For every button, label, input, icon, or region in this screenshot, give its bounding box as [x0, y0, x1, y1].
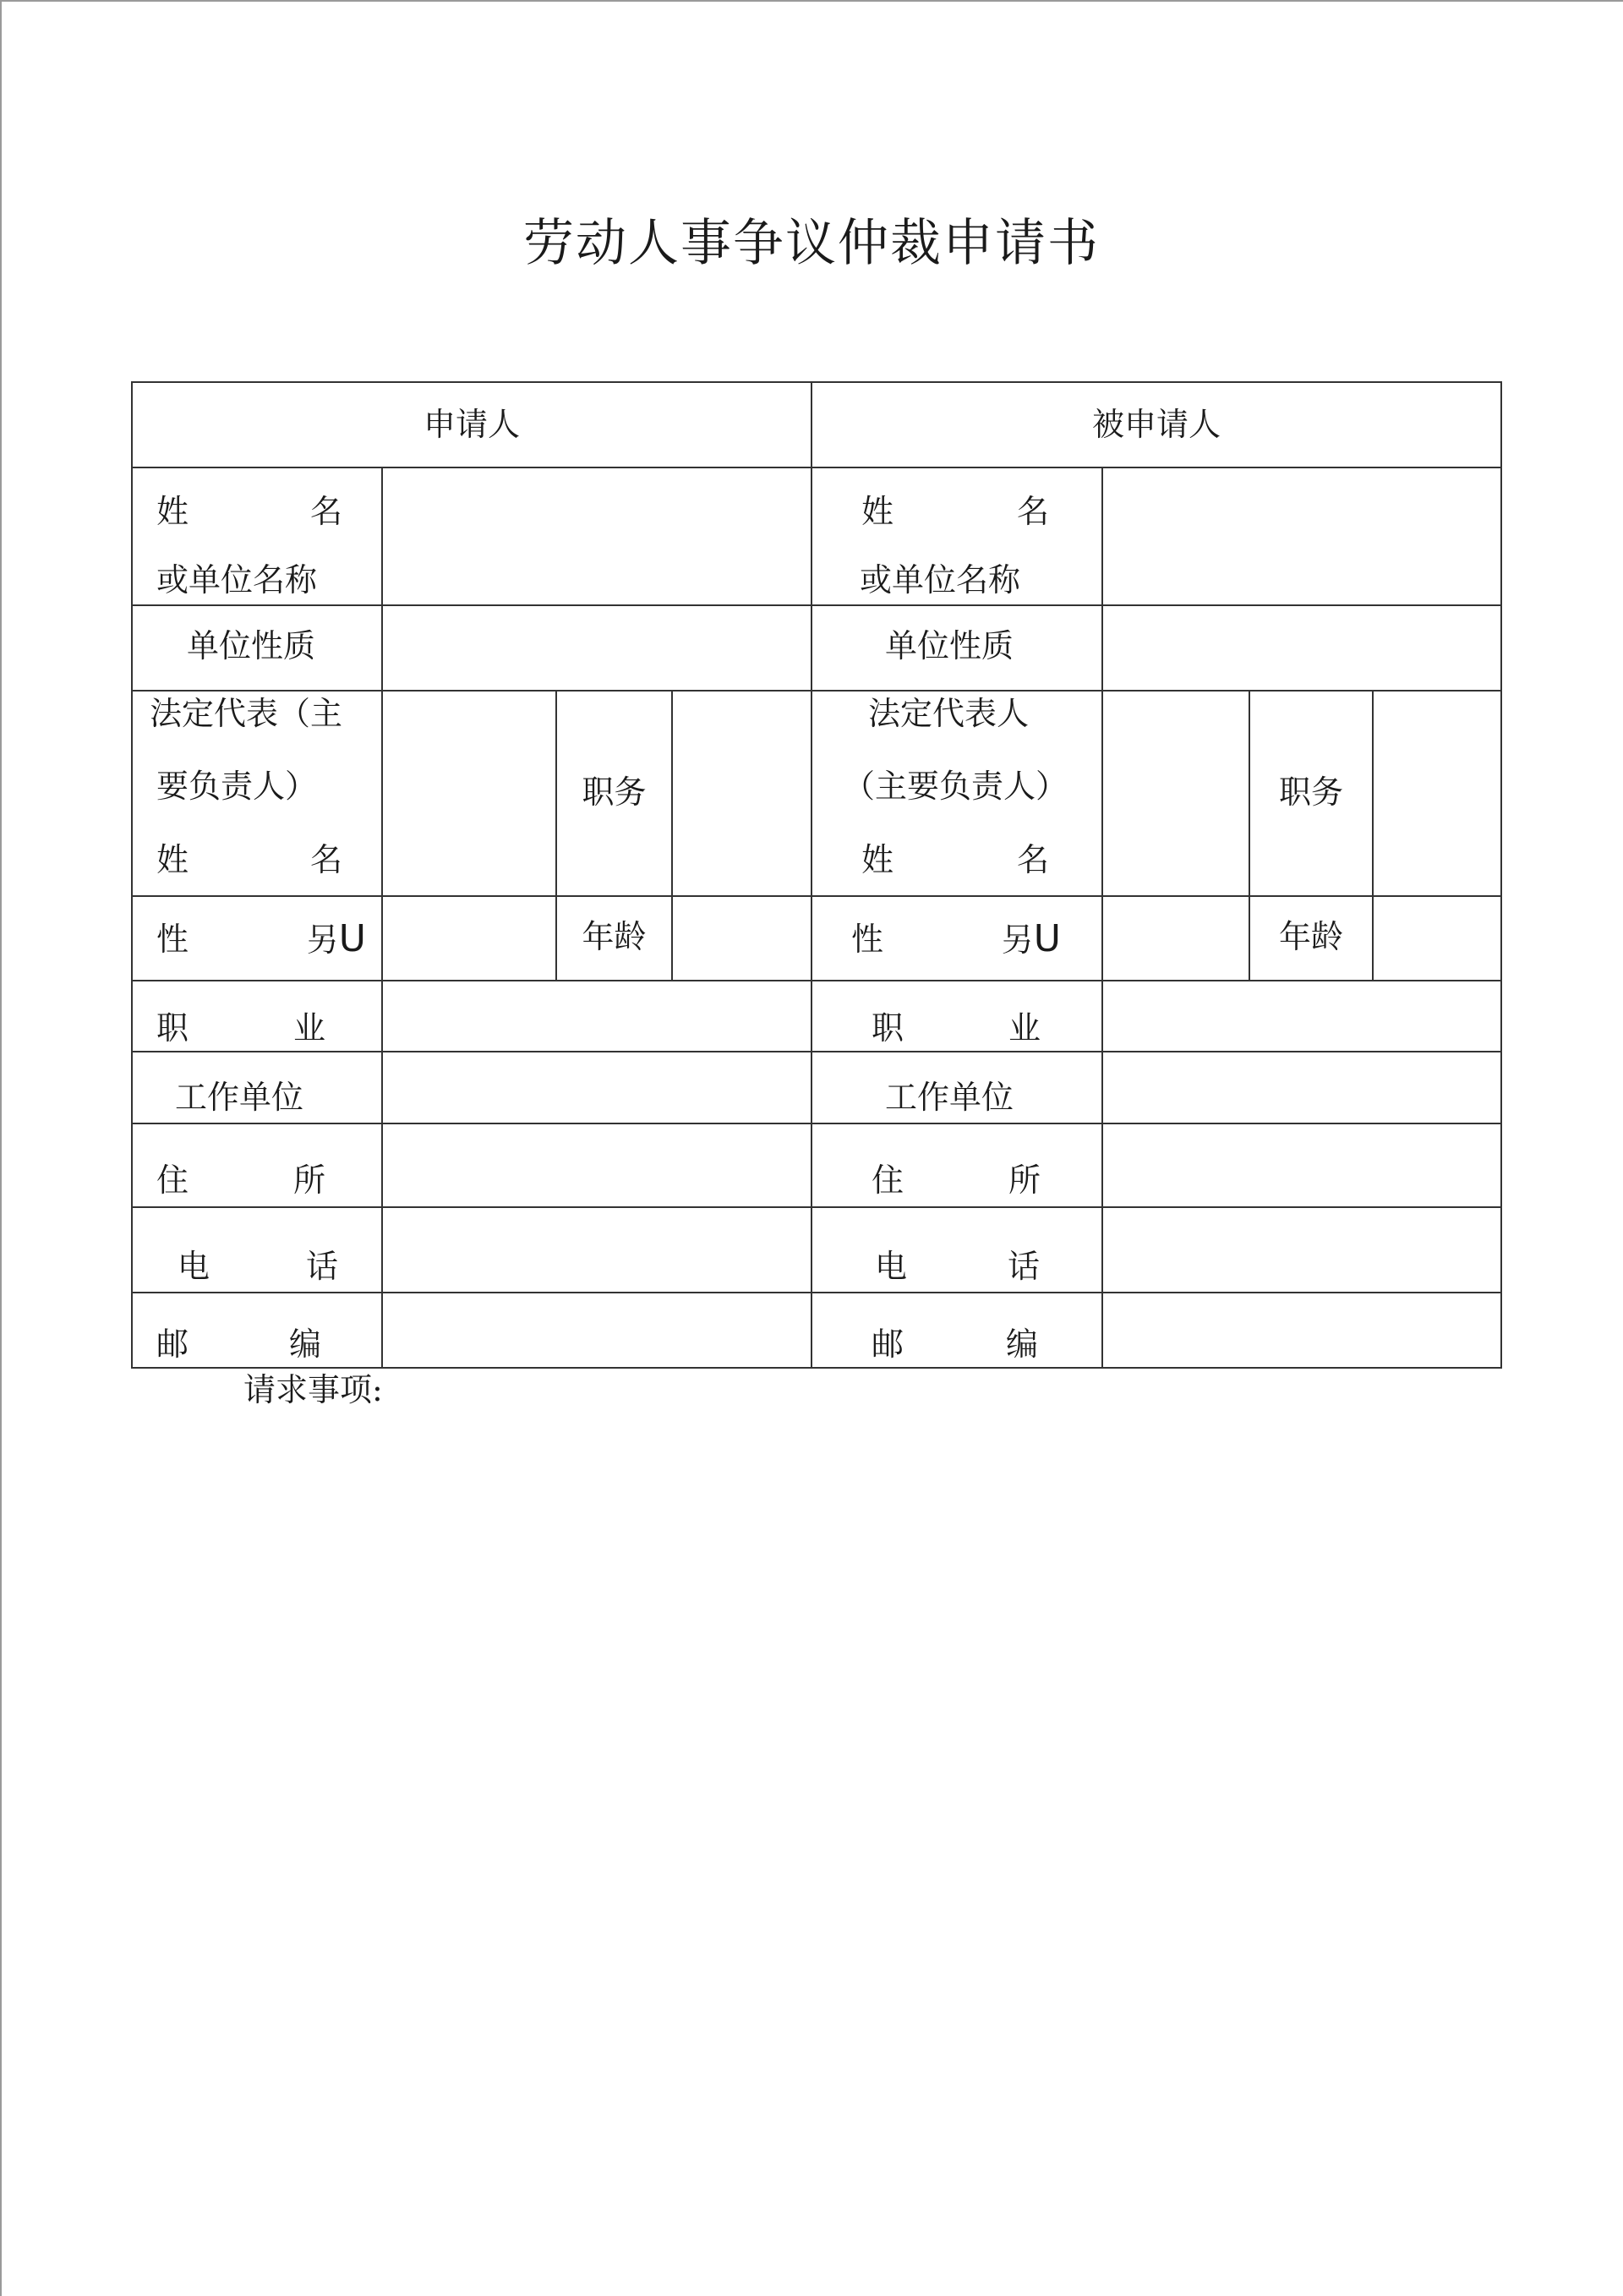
document-title: 劳动人事争议仲裁申请书	[523, 214, 1100, 273]
applicant-rep-label-line1: 法定代表（主	[150, 695, 343, 732]
table-line	[131, 1292, 1502, 1293]
table-line	[131, 1206, 1502, 1208]
label-char: 名	[1016, 841, 1049, 878]
respondent-rep-label-line1: 法定代表人	[868, 695, 1030, 732]
label-char: 性	[851, 921, 884, 958]
label-char: 姓	[156, 493, 189, 530]
label-char: 编	[1005, 1326, 1038, 1363]
label-char	[306, 917, 366, 960]
label-char: 性	[156, 921, 189, 958]
label-char: 姓	[861, 841, 894, 878]
label-char	[1001, 917, 1061, 960]
applicant-address-label	[156, 1162, 325, 1199]
respondent-position-label: 职务	[1278, 774, 1343, 811]
applicant-unit-name-label: 或单位名称	[156, 561, 318, 599]
label-char: 姓	[156, 841, 189, 878]
table-line	[131, 980, 1502, 981]
applicant-occupation-label	[156, 1009, 325, 1047]
label-char: 名	[1016, 493, 1049, 530]
table-line	[131, 690, 1502, 692]
respondent-workplace-label: 工作单位	[885, 1079, 1014, 1116]
applicant-header: 申请人	[423, 406, 520, 443]
label-char: 电	[178, 1248, 210, 1285]
table-line	[131, 1051, 1502, 1052]
label-char: 邮	[156, 1326, 189, 1363]
table-line	[1372, 690, 1374, 981]
respondent-age-label: 年龄	[1278, 918, 1343, 955]
label-char: 所	[1008, 1162, 1041, 1199]
applicant-phone-label	[178, 1248, 338, 1285]
table-line	[671, 690, 673, 981]
table-line	[131, 467, 1502, 468]
label-char: 业	[292, 1009, 325, 1047]
label-char: 话	[305, 1248, 338, 1285]
respondent-gender-label	[851, 917, 1061, 960]
respondent-unit-nature-label: 单位性质	[885, 627, 1014, 664]
table-line	[131, 604, 1502, 606]
label-char: 电	[875, 1248, 908, 1285]
label-char: 邮	[872, 1326, 904, 1363]
respondent-address-label	[872, 1162, 1041, 1199]
applicant-postcode-label	[156, 1326, 321, 1363]
applicant-age-label: 年龄	[582, 918, 647, 955]
applicant-rep-label-line2: 要负责人）	[156, 768, 318, 805]
respondent-rep-label-line2: （主要负责人）	[843, 768, 1068, 805]
table-line	[1101, 467, 1103, 1369]
label-char: 名	[309, 841, 342, 878]
table-line	[811, 381, 812, 1369]
label-char: 业	[1008, 1009, 1041, 1047]
applicant-workplace-label: 工作单位	[175, 1079, 304, 1116]
respondent-phone-label	[875, 1248, 1040, 1285]
respondent-rep-name-label	[861, 841, 1049, 878]
applicant-gender-label	[156, 917, 366, 960]
label-char: 住	[156, 1162, 189, 1199]
table-line	[131, 1123, 1502, 1124]
label-char: 名	[309, 493, 342, 530]
applicant-name-label	[156, 493, 342, 530]
label-char: 另	[1001, 921, 1034, 959]
table-line	[131, 381, 1502, 383]
request-items-label: 请求事项:	[243, 1371, 383, 1408]
respondent-postcode-label	[872, 1326, 1038, 1363]
label-char: 话	[1007, 1248, 1040, 1285]
label-char: 另	[306, 921, 339, 959]
label-char: 职	[872, 1009, 904, 1047]
applicant-unit-nature-label: 单位性质	[187, 627, 316, 664]
table-line	[1500, 381, 1502, 1369]
respondent-occupation-label	[872, 1009, 1041, 1047]
label-char: U	[338, 917, 366, 960]
table-line	[131, 1367, 1502, 1369]
respondent-header: 被申请人	[1091, 406, 1221, 443]
respondent-unit-name-label: 或单位名称	[860, 561, 1021, 599]
label-char: 住	[872, 1162, 904, 1199]
label-char: 姓	[861, 493, 894, 530]
table-line	[131, 381, 133, 1369]
label-char: U	[1033, 917, 1061, 960]
respondent-name-label	[861, 493, 1049, 530]
table-line	[131, 895, 1502, 897]
applicant-position-label: 职务	[582, 774, 647, 811]
label-char: 编	[288, 1326, 321, 1363]
table-line	[381, 467, 383, 1369]
label-char: 职	[156, 1009, 189, 1047]
label-char: 所	[292, 1162, 325, 1199]
applicant-rep-name-label	[156, 841, 342, 878]
